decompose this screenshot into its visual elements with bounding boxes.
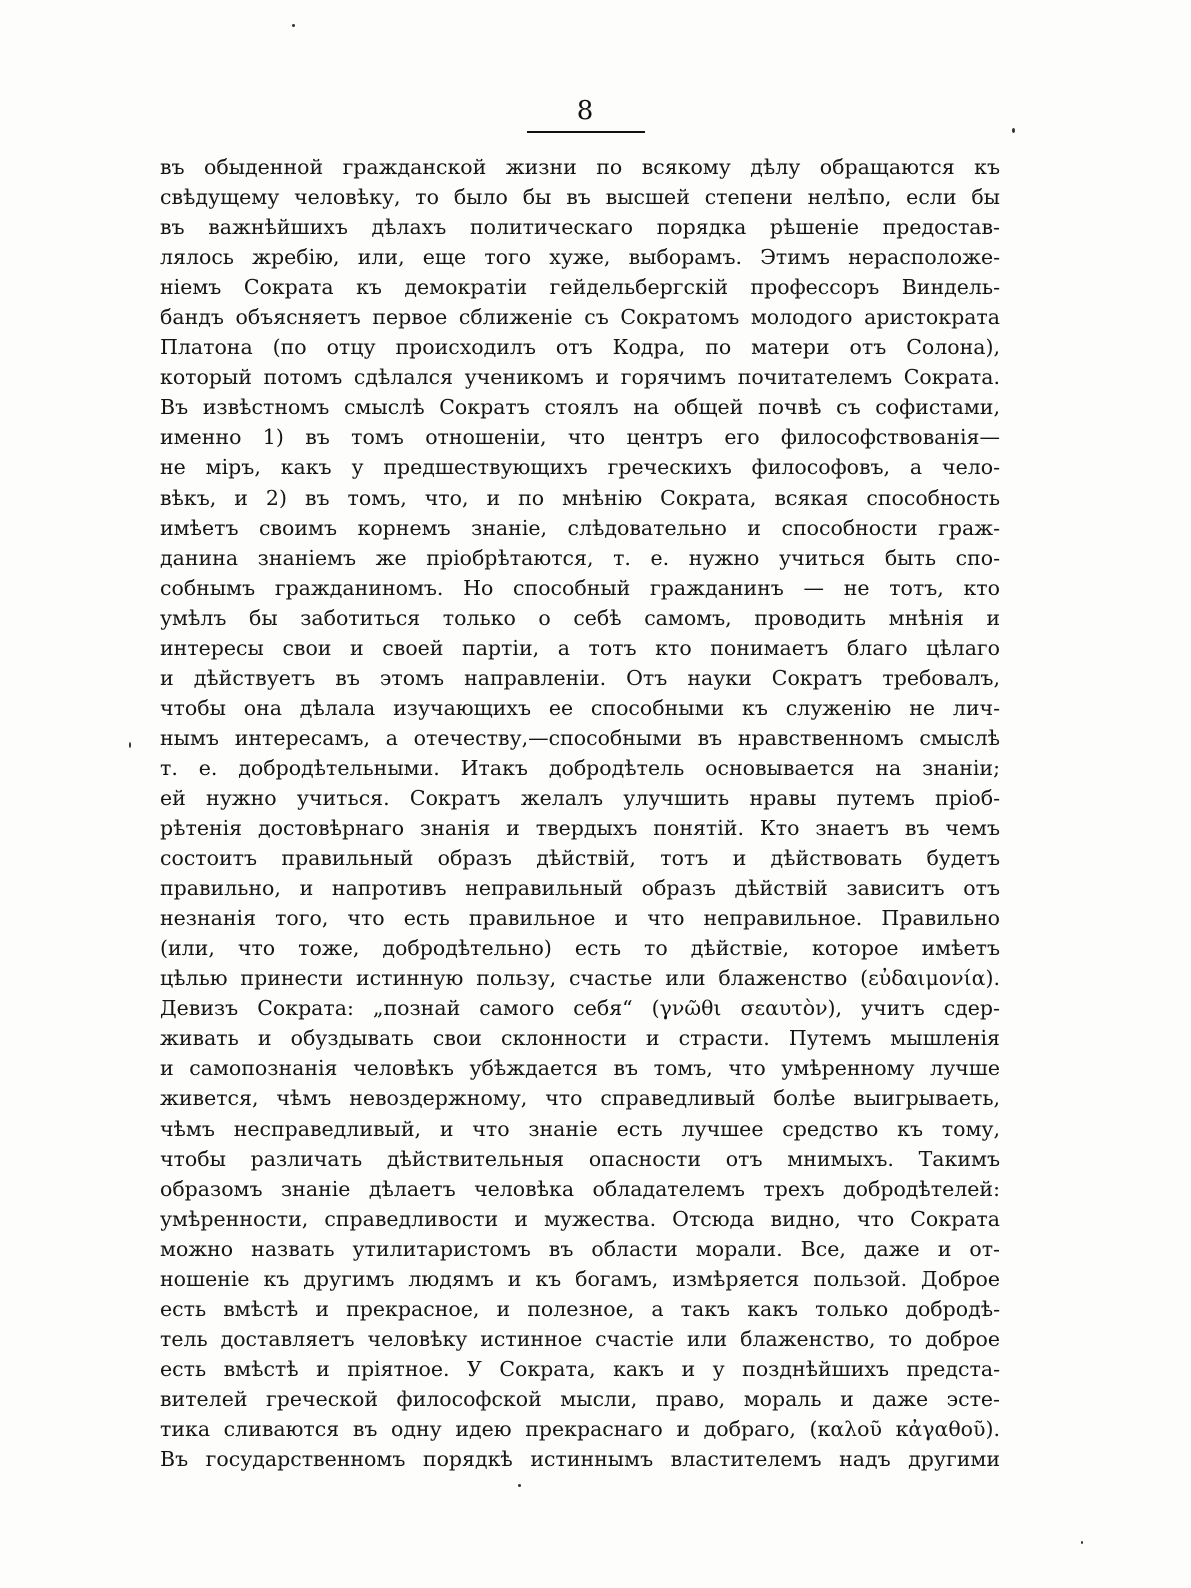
- text-line: свѣдущему человѣку, то было бы въ высшей степени нелѣпо, если бы: [160, 185, 1000, 210]
- text-line: имѣетъ своимъ корнемъ знаніе, слѣдовательно и способности граж-: [160, 515, 1000, 540]
- scan-speck: [518, 1484, 521, 1487]
- text-line: образомъ знаніе дѣлаетъ человѣка обладателемъ трехъ добродѣтелей:: [160, 1176, 1000, 1201]
- text-line: (или, что тоже, добродѣтельно) есть то дѣйствіе, которое имѣетъ: [160, 936, 1000, 961]
- text-line: въ обыденной гражданской жизни по всякому дѣлу обращаются къ: [160, 155, 1000, 179]
- text-line: т. е. добродѣтельными. Итакъ добродѣтель основывается на знаніи;: [160, 755, 1000, 780]
- text-line: лялось жребію, или, еще того хуже, выборамъ. Этимъ нерасположе-: [160, 245, 1000, 270]
- text-line: можно назвать утилитаристомъ въ области морали. Все, даже и от-: [160, 1236, 1000, 1261]
- text-line: интересы свои и своей партіи, а тотъ кто понимаетъ благо цѣлаго: [160, 635, 1000, 660]
- text-line: именно 1) въ томъ отношеніи, что центръ его философствованія—: [160, 425, 1000, 450]
- text-line: и самопознанія человѣкъ убѣждается въ томъ, что умѣренному лучше: [160, 1056, 1000, 1081]
- text-line: правильно, и напротивъ неправильный образъ дѣйствій зависитъ отъ: [160, 876, 1000, 901]
- text-line: данина знаніемъ же пріобрѣтаются, т. е. нужно учиться быть спо-: [160, 545, 1000, 570]
- text-line: вителей греческой философской мысли, право, мораль и даже эсте-: [160, 1386, 1000, 1411]
- text-line: незнанія того, что есть правильное и что неправильное. Правильно: [160, 906, 1000, 931]
- text-line: нымъ интересамъ, а отечеству,—способными въ нравственномъ смыслѣ: [160, 725, 1000, 750]
- text-line: чѣмъ несправедливый, и что знаніе есть лучшее средство къ тому,: [160, 1116, 1000, 1141]
- text-line: есть вмѣстѣ и прекрасное, и полезное, а такъ какъ только добродѣ-: [160, 1296, 1000, 1321]
- text-line: который потомъ сдѣлался ученикомъ и горячимъ почитателемъ Сократа.: [160, 365, 1000, 390]
- header-rule: [527, 131, 645, 133]
- page-number: 8: [576, 96, 594, 126]
- text-line: чтобы она дѣлала изучающихъ ее способными къ служенію не лич-: [160, 695, 1000, 720]
- scan-speck: [129, 742, 131, 748]
- text-line: въ важнѣйшихъ дѣлахъ политическаго порядка рѣшеніе предостав-: [160, 215, 1000, 240]
- text-line: ей нужно учиться. Сократъ желалъ улучшить нравы путемъ пріоб-: [160, 785, 1000, 810]
- scan-speck: [1081, 1541, 1083, 1544]
- text-line: есть вмѣстѣ и пріятное. У Сократа, какъ и у позднѣйшихъ предста-: [160, 1356, 1000, 1381]
- text-line: Въ государственномъ порядкѣ истиннымъ властителемъ надъ другими: [160, 1447, 1000, 1472]
- text-line: умѣренности, справедливости и мужества. Отсюда видно, что Сократа: [160, 1206, 1000, 1231]
- text-line: вѣкъ, и 2) въ томъ, что, и по мнѣнію Сократа, всякая способность: [160, 485, 1000, 510]
- body-text: [160, 152, 1000, 1474]
- text-line: тель доставляетъ человѣку истинное счастіе или блаженство, то доброе: [160, 1326, 1000, 1351]
- text-line: живать и обуздывать свои склонности и страсти. Путемъ мышленія: [160, 1026, 1000, 1051]
- text-line: живется, чѣмъ невоздержному, что справедливый болѣе выигрываеть,: [160, 1086, 1000, 1111]
- text-line: рѣтенія достовѣрнаго знанія и твердыхъ понятій. Кто знаетъ въ чемъ: [160, 816, 1000, 841]
- text-line: тика сливаются въ одну идею прекраснаго и добраго, (καλοῦ κἀγαθοῦ).: [160, 1416, 1000, 1441]
- text-line: ніемъ Сократа къ демократіи гейдельбергскій профессоръ Виндель-: [160, 275, 1000, 300]
- text-line: состоитъ правильный образъ дѣйствій, тотъ и дѣйствовать будетъ: [160, 846, 1000, 871]
- text-line: Девизъ Сократа: „познай самого себя“ (γνῶθι σεαυτὸν), учитъ сдер-: [160, 996, 1000, 1021]
- text-line: цѣлью принести истинную пользу, счастье или блаженство (εὐδαιμονία).: [160, 966, 1000, 991]
- text-line: Платона (по отцу происходилъ отъ Кодра, по матери отъ Солона),: [160, 335, 1000, 360]
- text-line: Въ извѣстномъ смыслѣ Сократъ стоялъ на общей почвѣ съ софистами,: [160, 395, 1000, 420]
- text-line: бандъ объясняетъ первое сближеніе съ Сократомъ молодого аристократа: [160, 305, 1000, 330]
- text-line: и дѣйствуетъ въ этомъ направленіи. Отъ науки Сократъ требовалъ,: [160, 665, 1000, 690]
- text-line: не міръ, какъ у предшествующихъ греческихъ философовъ, а чело-: [160, 455, 1000, 480]
- text-line: умѣлъ бы заботиться только о себѣ самомъ, проводить мнѣнія и: [160, 605, 1000, 630]
- text-line: ношеніе къ другимъ людямъ и къ богамъ, измѣряется пользой. Доброе: [160, 1266, 1000, 1291]
- scan-speck: [1012, 128, 1015, 133]
- text-line: собнымъ гражданиномъ. Но способный гражданинъ — не тотъ, кто: [160, 575, 1000, 600]
- text-line: чтобы различать дѣйствительныя опасности отъ мнимыхъ. Такимъ: [160, 1146, 1000, 1171]
- scan-speck: [292, 24, 295, 27]
